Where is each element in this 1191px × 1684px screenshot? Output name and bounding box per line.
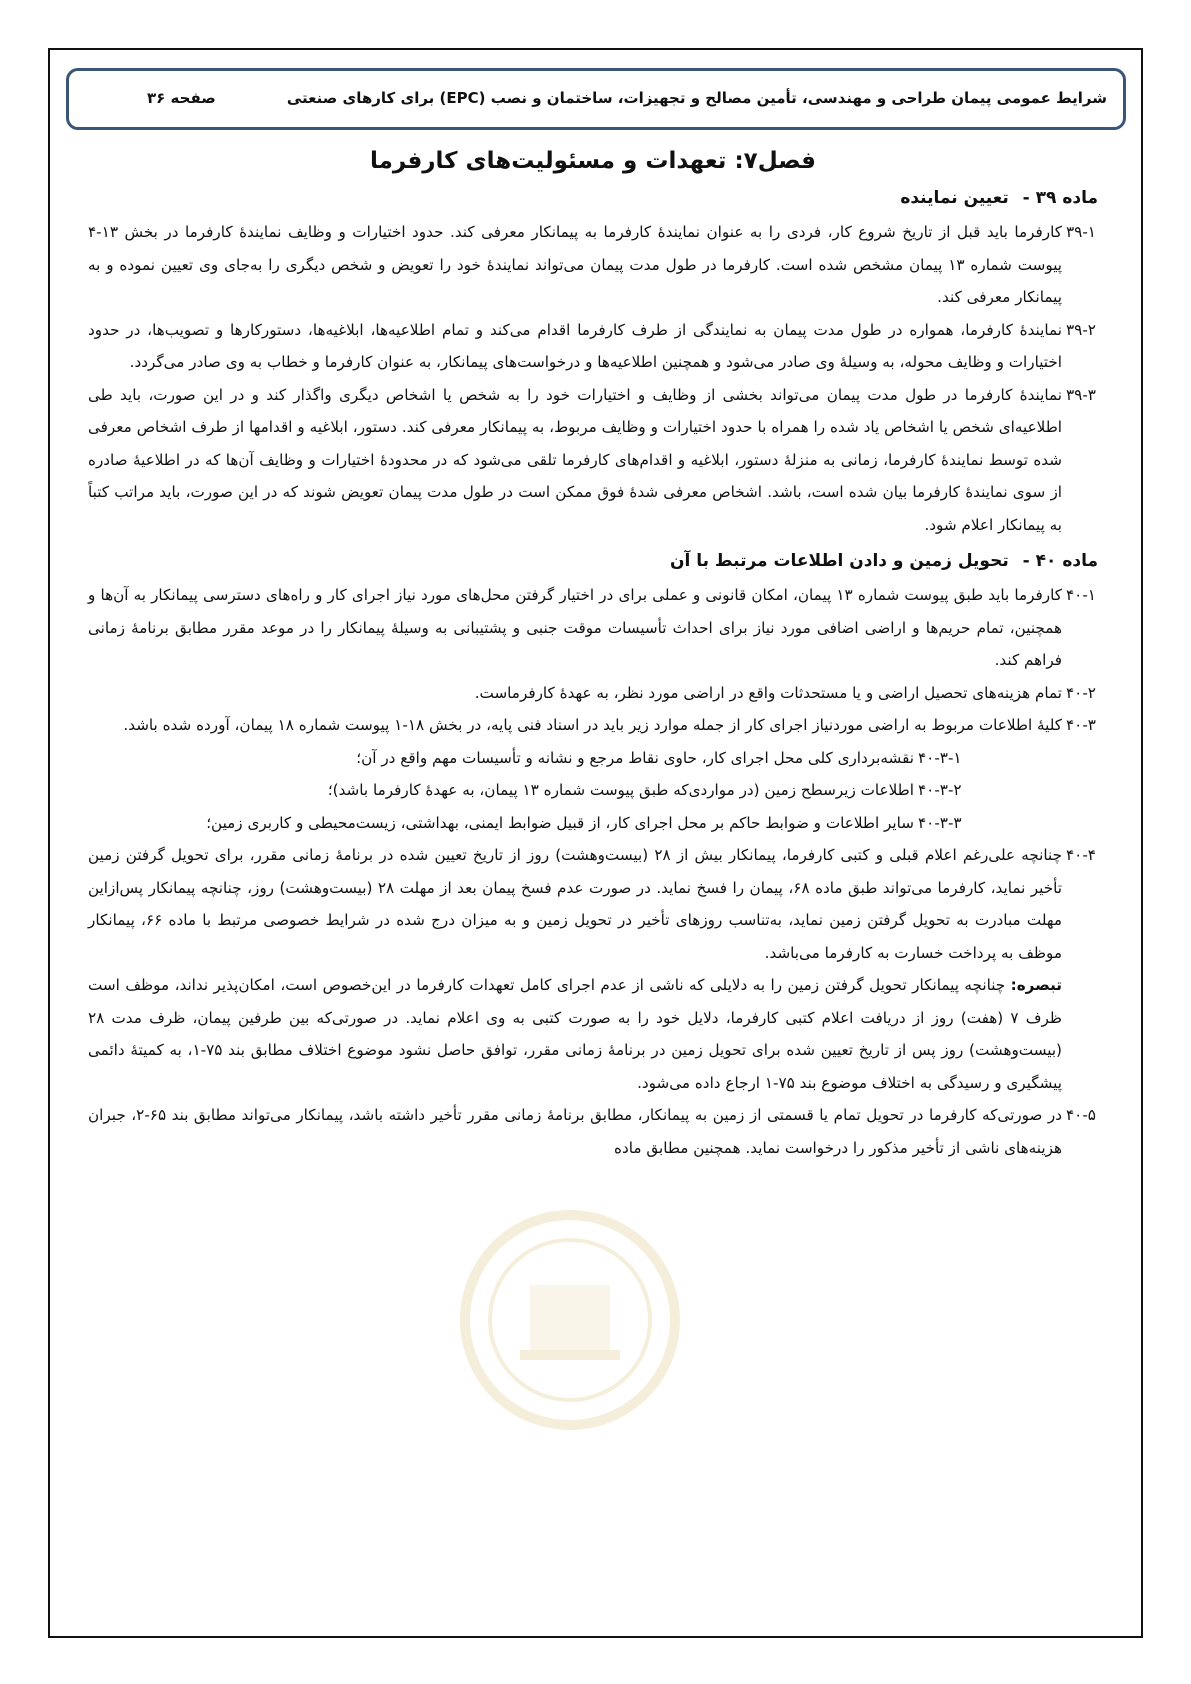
clause-text: در صورتی‌که کارفرما در تحویل تمام یا قسمتی از زمین به پیمانکار، مطابق برنامهٔ زمانی مقرر تأخیر داشته باشد، پیمانکار می‌تواند مطابق بند ۶۵-۲، جبران هزینه‌های ناشی از تأخیر مذکور را درخواست نماید. همچنین مطابق ماده bbox=[88, 1106, 1062, 1157]
article-40-heading bbox=[88, 551, 1098, 571]
note-text: چنانچه پیمانکار تحویل گرفتن زمین را به دلایلی که ناشی از عدم اجرای کامل تعهدات کارفرما در این‌خصوص است، امکان‌پذیر نداند، موظف است ظرف ۷ (هفت) روز از دریافت اعلام کتبی کارفرما، دلایل خود را به صورت کتبی به وی اعلام نماید. در صورتی‌که بین طرفین پیمان، ظرف مدت ۲۸ (بیست‌وهشت) روز پس از تاریخ تعیین شده برای تحویل زمین در برنامهٔ زمانی مقرر، توافق حاصل نشود موضوع اختلاف مطابق بند ۷۵-۱، به کمیتهٔ دائمی پیشگیری و رسیدگی به اختلاف موضوع بند ۷۵-۱ ارجاع داده می‌شود. bbox=[88, 976, 1062, 1092]
subclause-number: ۴۰-۳-۱ bbox=[918, 748, 962, 767]
clause-text: کلیهٔ اطلاعات مربوط به اراضی موردنیاز اجرای کار از جمله موارد زیر باید در اسناد فنی پایه، در بخش ۱۸-۱ پیوست شماره ۱۸ پیمان، آورده شده باشد. bbox=[123, 716, 1062, 734]
document-body bbox=[88, 140, 1098, 1164]
clause-number: ۴۰-۴ bbox=[1066, 846, 1096, 864]
article-40-title: تحویل زمین و دادن اطلاعات مرتبط با آن bbox=[669, 551, 1009, 571]
clause-text: تمام هزینه‌های تحصیل اراضی و یا مستحدثات واقع در اراضی مورد نظر، به عهدهٔ کارفرماست. bbox=[474, 683, 1062, 702]
clause-39-3 bbox=[88, 379, 1098, 542]
clause-number: ۳۹-۱ bbox=[1066, 223, 1096, 241]
note-label: تبصره: bbox=[1010, 976, 1062, 994]
subclause-40-3-1 bbox=[88, 742, 1098, 775]
clause-40-5 bbox=[88, 1099, 1098, 1164]
page-number: صفحه ۳۶ bbox=[147, 89, 216, 107]
article-39-number: ماده ۳۹ - bbox=[1022, 188, 1098, 208]
clause-40-1 bbox=[88, 579, 1098, 677]
clause-number: ۳۹-۳ bbox=[1066, 385, 1096, 404]
clause-number: ۴۰-۱ bbox=[1066, 586, 1096, 604]
clause-number: ۳۹-۲ bbox=[1066, 320, 1096, 339]
clause-40-3 bbox=[88, 709, 1098, 742]
clause-number: ۴۰-۵ bbox=[1066, 1106, 1096, 1124]
clause-39-2 bbox=[88, 314, 1098, 379]
article-39-title: تعیین نماینده bbox=[900, 188, 1009, 208]
clause-text: کارفرما باید قبل از تاریخ شروع کار، فردی را به عنوان نمایندهٔ کارفرما به پیمانکار معرفی کند. حدود اختیارات و وظایف نمایندهٔ کارفرما در بخش ۱۳-۴ پیوست شماره ۱۳ پیمان مشخص شده است. کارفرما در طول مدت پیمان می‌تواند نمایندهٔ خود را تعویض و شخص دیگری را به‌جای وی تعیین نموده و به پیمانکار معرفی کند. bbox=[88, 223, 1062, 306]
clause-39-1 bbox=[88, 216, 1098, 314]
clause-40-2 bbox=[88, 677, 1098, 710]
subclause-text: سایر اطلاعات و ضوابط حاکم بر محل اجرای کار، از قبیل ضوابط ایمنی، بهداشتی، زیست‌محیطی و کاربری زمین؛ bbox=[206, 813, 914, 832]
subclause-40-3-2 bbox=[88, 774, 1098, 807]
clause-number: ۴۰-۲ bbox=[1066, 683, 1096, 702]
subclause-text: نقشه‌برداری کلی محل اجرای کار، حاوی نقاط مرجع و نشانه و تأسیسات مهم واقع در آن؛ bbox=[356, 748, 914, 767]
note-paragraph bbox=[88, 969, 1098, 1099]
clause-text: چنانچه علی‌رغم اعلام قبلی و کتبی کارفرما، پیمانکار بیش از ۲۸ (بیست‌وهشت) روز از تاریخ تعیین شده در برنامهٔ زمانی مقرر، برای تحویل گرفتن زمین تأخیر نماید، کارفرما می‌تواند طبق ماده ۶۸، پیمان را فسخ نماید. در صورت عدم فسخ پیمان بعد از مهلت ۲۸ (بیست‌وهشت) روز، چنانچه پیمانکار پس‌ازاین مهلت مبادرت به تحویل گرفتن زمین نماید، به‌تناسب روزهای تأخیر در تحویل زمین و به میزان درج شده در شرایط خصوصی مرتبط با ماده ۶۶، پیمانکار موظف به پرداخت خسارت به کارفرما می‌باشد. bbox=[88, 846, 1062, 962]
clause-text: کارفرما باید طبق پیوست شماره ۱۳ پیمان، امکان قانونی و عملی برای در اختیار گرفتن محل‌های مورد نیاز اجرای کار و راه‌های دسترسی پیمانکار به آن‌ها و همچنین، تمام حریم‌ها و اراضی اضافی مورد نیاز برای احداث تأسیسات موقت جنبی و پشتیبانی به وسیلهٔ پیمانکار را در موعد مقرر مطابق برنامهٔ زمانی فراهم کند. bbox=[88, 586, 1062, 669]
subclause-40-3-3 bbox=[88, 807, 1098, 840]
clause-40-4 bbox=[88, 839, 1098, 969]
article-39-heading bbox=[88, 188, 1098, 208]
clause-text: نمایندهٔ کارفرما، همواره در طول مدت پیمان به نمایندگی از طرف کارفرما اقدام می‌کند و تمام اطلاعیه‌ها، ابلاغیه‌ها، دستورکارها و تصویب‌ها، در حدود اختیارات و وظایف محوله، به وسیلهٔ وی صادر می‌شود و همچنین اطلاعیه‌ها و درخواست‌های پیمانکار، به عنوان کارفرما و خطاب به وی صادر می‌گردد. bbox=[88, 320, 1062, 371]
subclause-number: ۴۰-۳-۲ bbox=[918, 781, 962, 799]
clause-number: ۴۰-۳ bbox=[1066, 716, 1096, 734]
page-header bbox=[66, 68, 1126, 130]
header-title: شرایط عمومی پیمان طراحی و مهندسی، تأمین مصالح و تجهیزات، ساختمان و نصب (EPC) برای کارهای صنعتی bbox=[286, 89, 1107, 107]
subclause-text: اطلاعات زیرسطح زمین (در مواردی‌که طبق پیوست شماره ۱۳ پیمان، به عهدهٔ کارفرما باشد)؛ bbox=[327, 781, 914, 799]
clause-text: نمایندهٔ کارفرما در طول مدت پیمان می‌تواند بخشی از وظایف و اختیارات خود را به شخص یا اشخاص دیگری واگذار کند و در این صورت، باید طی اطلاعیه‌ای شخص یا اشخاص یاد شده را همراه با حدود اختیارات و وظایف مربوط، به پیمانکار معرفی کند. دستور، ابلاغیه و اقدامها از طرف اشخاص معرفی شده توسط نمایندهٔ کارفرما، زمانی به منزلهٔ دستور، ابلاغیه و اقدام‌های کارفرما تلقی می‌شود که در محدودهٔ اختیارات و وظایف آن‌ها که در اطلاعیهٔ صادره از سوی نمایندهٔ کارفرما بیان شده است، باشد. اشخاص معرفی شدهٔ فوق ممکن است در طول مدت پیمان تعویض شوند که در این صورت، باید مراتب کتباً به پیمانکار اعلام شود. bbox=[88, 385, 1062, 534]
subclause-number: ۴۰-۳-۳ bbox=[918, 813, 962, 832]
chapter-title: فصل۷: تعهدات و مسئولیت‌های کارفرما bbox=[370, 148, 816, 174]
article-40-number: ماده ۴۰ - bbox=[1022, 551, 1098, 571]
